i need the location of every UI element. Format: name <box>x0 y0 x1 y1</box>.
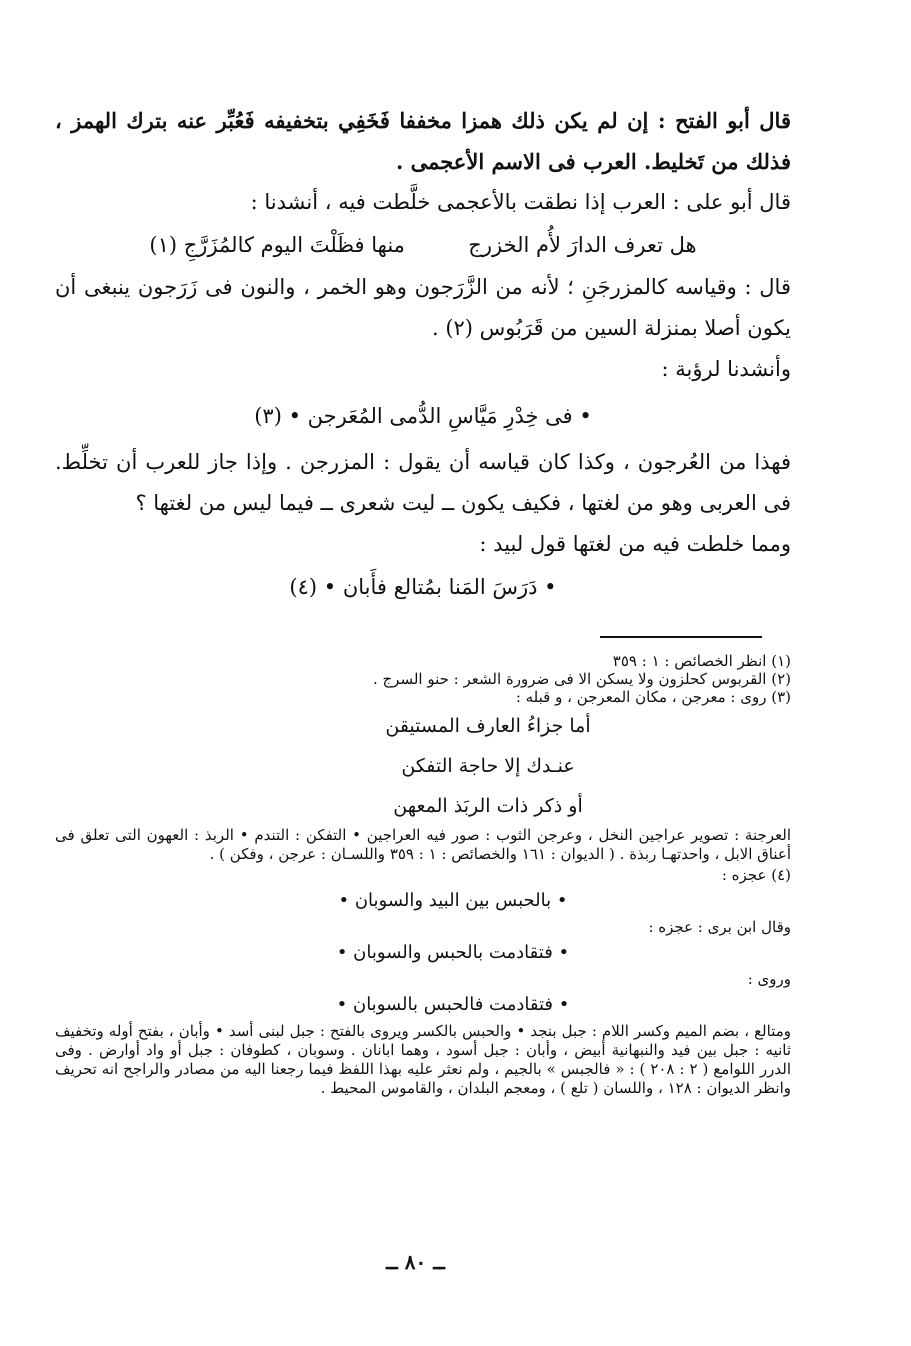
footnote-verse-1: أما جزاءُ العارف المستيقن <box>385 715 591 737</box>
paragraph-2: قال أبو على : العرب إذا نطقت بالأعجمى خلَّطت فيه ، أنشدنا : <box>250 190 791 214</box>
footnote-verse-5: • فتقادمت بالحبس والسوبان • <box>336 942 570 963</box>
paragraph-4: وأنشدنا لرؤبة : <box>661 357 791 381</box>
paragraph-1: قال أبو الفتح : إن لم يكن ذلك همزا مخففا فَخَفِي بتخفيفه فَعُبِّر عنه بترك الهمز ، فذلك من تَخليط. العرب فى الاسم الأعجمى . <box>55 108 791 174</box>
verse-3: • دَرَسَ المَنا بمُتالع فأَبان • (٤) <box>289 575 557 599</box>
footnote-verse-3: أو ذكر ذات الربَذ المعهن <box>393 795 583 817</box>
footnote-3-commentary: العرجنة : تصوير عراجين النخل ، وعرجن الثوب : صور فيه العراجين • التفكن : التندم • الربذ : العهون التى تعلق فى أعناق الابل ، واحدتهـا ربذة . ( الديوان : ١٦١ والخصائص : ١ : ٣٥٩ واللسـان : عرجن ، وفكن ) . <box>55 826 791 863</box>
footnote-verse-4: • بالحبس بين البيد والسوبان • <box>338 890 568 911</box>
footnote-divider <box>600 636 762 638</box>
paragraph-3: قال : وقياسه كالمزرجَنِ ؛ لأنه من الزَّرَجون وهو الخمر ، والنون فى زَرَجون ينبغى أن يكون أصلا بمنزلة السين من قَرَبُوس (٢) . <box>55 275 791 340</box>
verse-1-second-hemistich: منها فظَلْتَ اليوم كالمُزَرَّجِ (١) <box>149 233 405 257</box>
footnote-4: (٤) عجزه : <box>721 866 791 884</box>
verse-1 <box>55 223 791 267</box>
main-text <box>55 100 791 609</box>
footnote-3: (٣) روى : معرجن ، مكان المعرجن ، و قبله : <box>515 688 791 706</box>
verse-2: • فى خِدْرِ مَيَّاسِ الدُّمى المُعَرجن • (٣) <box>254 404 592 428</box>
verse-1-first-hemistich: هل تعرف الدارَ لأُم الخزرج <box>468 233 697 257</box>
footnote-2: (٢) القربوس كحلزون ولا يسكن الا فى ضرورة الشعر : حنو السرج . <box>372 670 791 688</box>
paragraph-5: فهذا من العُرجون ، وكذا كان قياسه أن يقول : المزرجن . وإذا جاز للعرب أن تخلِّط. فى العربى وهو من لغتها ، فكيف يكون ــ ليت شعرى ــ فيما ليس من لغتها ؟ <box>55 450 791 515</box>
footnote-4-commentary: ومتالع ، بضم الميم وكسر اللام : جبل بنجد • والحبس بالكسر ويروى بالفتح : جبل لبنى أسد • وأبان ، بفتح أوله وتخفيف ثانيه : جبل بين فيد والنبهانية أبيض ، وأبان : جبل أسود ، وهما ابانان . وسوبان ، كطوفان : جبل أو واد أوارض . وفى الدرر اللوامع ( ٢ : ٢٠٨ ) : « فالجبس » بالجيم ، ولم نعثر عليه بهذا اللفظ فيما رجعنا اليه من مصادر والراجح انه تحريف وانظر الديوان : ١٢٨ ، واللسان ( تلع ) ، ومعجم البلدان ، والقاموس المحيط . <box>55 1022 792 1097</box>
footnote-verse-2: عنـدك إلا حاجة التفكن <box>401 755 575 777</box>
footnote-verse-6: • فتقادمت فالحبس بالسوبان • <box>336 994 570 1015</box>
page-number: ــ ٨٠ ــ <box>386 1250 445 1274</box>
footnote-4-ibn-barri: وقال ابن برى : عجزه : <box>648 918 791 936</box>
footnote-1: (١) انظر الخصائص : ١ : ٣٥٩ <box>612 652 791 670</box>
footnote-4-rewa: وروى : <box>747 970 791 988</box>
footnotes <box>55 652 791 1098</box>
paragraph-6: ومما خلطت فيه من لغتها قول لبيد : <box>479 532 791 556</box>
